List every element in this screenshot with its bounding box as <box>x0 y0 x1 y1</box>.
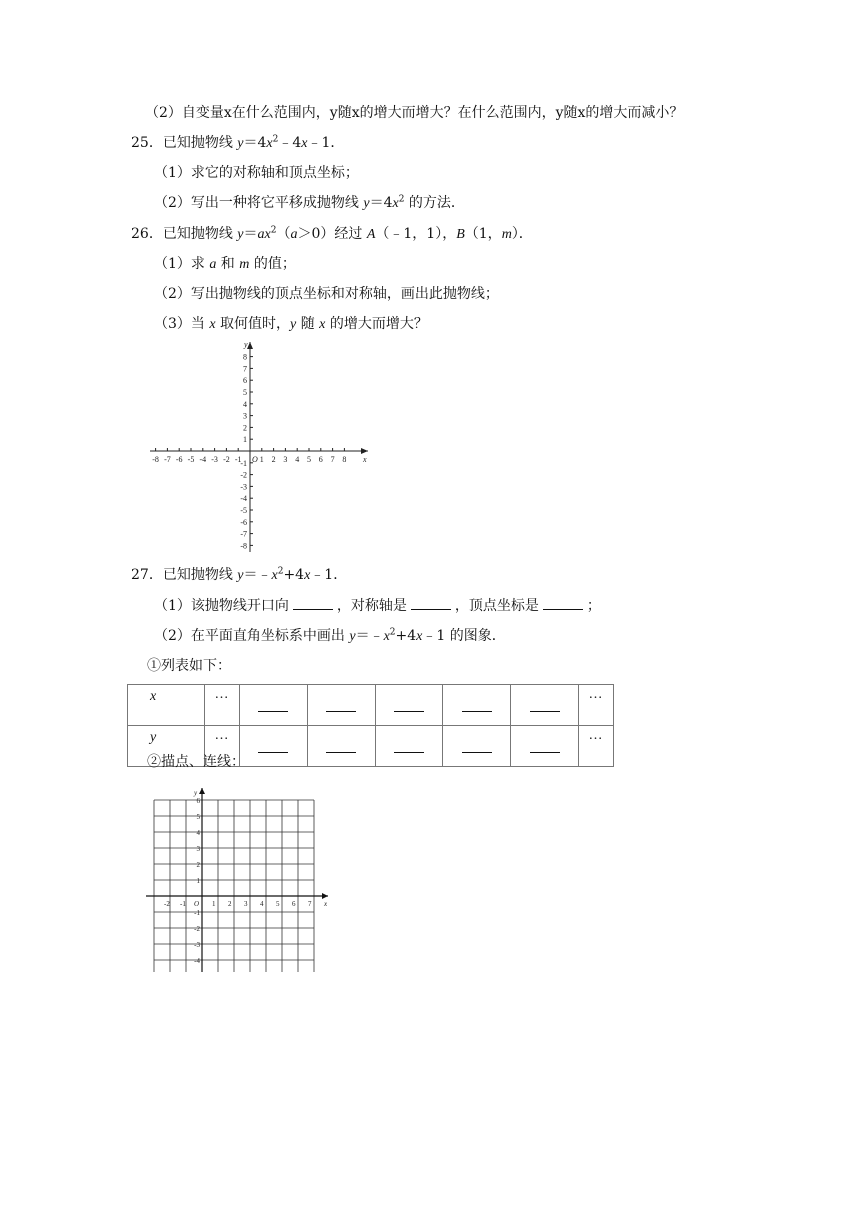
x-tick-label: 8 <box>342 455 347 464</box>
q26-var: ax <box>257 227 271 242</box>
q27-part2-var: x <box>383 629 390 644</box>
y-tick-label: 3 <box>196 845 200 853</box>
y-axis-label: y <box>194 789 198 797</box>
y-axis-arrow <box>247 342 253 349</box>
q26-part3-text: （3）当 <box>154 316 210 332</box>
q27-part2-var: y <box>349 629 356 644</box>
table-cell-blank[interactable] <box>307 685 375 726</box>
y-tick-label: -4 <box>194 957 200 965</box>
table-cell-blank[interactable] <box>443 726 511 767</box>
q27-part2-text: ＝﹣ <box>355 628 384 644</box>
q27-part2-text: （2）在平面直角坐标系中画出 <box>154 628 350 644</box>
x-tick-label: 2 <box>228 900 232 908</box>
q27-var: x <box>304 568 311 583</box>
q26-part2-text: （2）写出抛物线的顶点坐标和对称轴，画出此抛物线； <box>154 286 499 302</box>
q26-part1 <box>154 254 296 275</box>
q25-part2-var: y <box>363 196 370 211</box>
y-tick-label: 6 <box>243 376 247 386</box>
answer-blank-vertex[interactable] <box>543 597 583 610</box>
q27-stem <box>131 565 347 586</box>
step2-label: ②描点、连线： <box>147 754 245 770</box>
y-tick-label: -8 <box>240 541 247 551</box>
q25-part2-exp: 2 <box>398 194 405 205</box>
x-tick-label: -4 <box>199 455 207 464</box>
step1-label: ①列表如下： <box>147 658 231 674</box>
q26-part2 <box>154 284 499 304</box>
q26-part3-text: 的增大而增大？ <box>325 316 428 332</box>
q25-part2-text: ＝4 <box>369 195 393 211</box>
y-tick-label: 2 <box>243 423 247 433</box>
q26-part3-text: 随 <box>296 316 320 332</box>
q25-part2-text: （2）写出一种将它平移成抛物线 <box>154 195 364 211</box>
q27-step2 <box>147 752 245 772</box>
q26-part1-text: （1）求 <box>154 256 210 272</box>
table-cell-blank[interactable] <box>443 685 511 726</box>
x-tick-label: -2 <box>223 455 230 464</box>
table-cell-blank[interactable] <box>511 685 579 726</box>
q27-number: 27． <box>131 567 163 583</box>
table-cell-blank[interactable] <box>511 726 579 767</box>
q26-part1-text: 的值； <box>249 256 296 272</box>
q25-stem <box>131 133 344 154</box>
q26-text: （ <box>276 226 291 242</box>
q26-part3-var: y <box>290 317 297 332</box>
x-tick-label: 4 <box>295 455 300 464</box>
q26-point-a: A <box>366 227 376 242</box>
q26-part3-text: 取何值时， <box>215 316 291 332</box>
q25-exp: 2 <box>272 134 279 145</box>
q24-part2-text: （2）自变量x在什么范围内，y随x的增大而增大？在什么范围内，y随x的增大而减小？ <box>145 105 684 121</box>
y-tick-label: -4 <box>240 494 247 504</box>
table-row-x <box>128 685 614 726</box>
y-tick-label: -6 <box>240 517 247 527</box>
q26-part1-var: a <box>209 257 217 272</box>
y-tick-label: -3 <box>194 941 200 949</box>
y-tick-label: 3 <box>243 411 247 421</box>
q26-var: m <box>501 227 512 242</box>
table-ellipsis: … <box>205 685 240 726</box>
x-tick-label: -5 <box>187 455 195 464</box>
q27-part1-text: ，对称轴是 <box>336 598 407 614</box>
q27-var: y <box>237 568 244 583</box>
q26-part3 <box>154 314 428 335</box>
q25-part2-text: 的方法． <box>404 195 465 211</box>
q27-part1-text: ； <box>586 598 601 614</box>
y-tick-label: -7 <box>240 529 247 539</box>
q25-var: x <box>266 136 273 151</box>
table-cell-blank[interactable] <box>239 726 307 767</box>
q25-text: ﹣4 <box>278 135 302 151</box>
q25-text: ﹣1． <box>307 135 345 151</box>
q26-part1-text: 和 <box>216 256 240 272</box>
y-tick-label: -5 <box>240 506 247 515</box>
q25-var: y <box>237 136 244 151</box>
q26-text: ＝ <box>243 226 258 242</box>
y-tick-label: 1 <box>196 877 200 885</box>
x-axis-label: x <box>363 455 367 464</box>
q26-text: 已知抛物线 <box>162 226 238 242</box>
q25-part1 <box>154 163 359 183</box>
q26-text: ）． <box>511 226 533 242</box>
table-cell-blank[interactable] <box>307 726 375 767</box>
q24-part2 <box>145 103 683 123</box>
table-ellipsis: … <box>578 685 613 726</box>
x-axis-arrow <box>322 893 328 899</box>
q27-text: ﹣1． <box>310 567 348 583</box>
q26-var: y <box>237 227 244 242</box>
q25-var: x <box>301 136 308 151</box>
y-tick-label: 2 <box>196 861 200 869</box>
q27-text: ＝﹣ <box>243 567 272 583</box>
q27-part2-exp: 2 <box>389 627 396 638</box>
x-tick-label: 1 <box>212 900 216 908</box>
q26-stem <box>131 224 533 245</box>
q25-part2 <box>154 193 465 214</box>
x-tick-label: 3 <box>283 455 288 464</box>
y-tick-label: -2 <box>240 470 247 480</box>
q27-part2 <box>154 626 506 647</box>
table-cell-blank[interactable] <box>375 726 443 767</box>
y-tick-label: 8 <box>243 352 247 362</box>
table-header-y: y <box>128 726 205 767</box>
y-tick-label: 1 <box>243 435 247 445</box>
q26-number: 26． <box>131 226 163 242</box>
q27-text: 已知抛物线 <box>162 567 238 583</box>
q26-exp: 2 <box>270 225 277 236</box>
x-tick-label: 7 <box>308 900 312 908</box>
q26-coordinate-axes <box>140 338 380 558</box>
y-tick-label: 6 <box>196 797 200 805</box>
q27-coordinate-grid <box>140 782 340 972</box>
q26-point-b: B <box>456 227 465 242</box>
x-tick-label: -3 <box>211 455 218 464</box>
y-tick-label: 4 <box>196 829 200 837</box>
origin-label: O <box>194 900 200 908</box>
q27-part1-text: ，顶点坐标是 <box>454 598 539 614</box>
origin-label: O <box>252 455 258 464</box>
q25-text: ＝4 <box>243 135 267 151</box>
q25-part2-var: x <box>392 196 399 211</box>
x-tick-label: 3 <box>244 900 248 908</box>
x-tick-label: 6 <box>318 455 323 464</box>
x-tick-label: -7 <box>164 455 171 464</box>
x-tick-label: -8 <box>152 455 159 464</box>
x-tick-label: -1 <box>234 455 242 464</box>
x-axis-arrow <box>361 448 368 454</box>
x-tick-label: 7 <box>330 455 335 464</box>
x-axis-label: x <box>324 900 328 908</box>
x-tick-label: 2 <box>271 455 276 464</box>
table-cell-blank[interactable] <box>239 685 307 726</box>
q27-exp: 2 <box>277 566 284 577</box>
q27-part1-text: （1）该抛物线开口向 <box>154 598 289 614</box>
q26-text: （1， <box>464 226 502 242</box>
q27-part2-var: x <box>416 629 423 644</box>
answer-blank-axis[interactable] <box>411 597 451 610</box>
table-cell-blank[interactable] <box>375 685 443 726</box>
q25-number: 25． <box>131 135 163 151</box>
x-tick-label: 5 <box>276 900 280 908</box>
x-tick-label: -1 <box>180 900 186 908</box>
q27-part1 <box>154 596 601 616</box>
table-ellipsis: … <box>205 726 240 767</box>
y-tick-label: 5 <box>196 813 200 821</box>
y-tick-label: -1 <box>240 458 247 468</box>
y-tick-label: 4 <box>243 399 247 409</box>
x-tick-label: -2 <box>164 900 170 908</box>
q26-var: a <box>290 227 298 242</box>
q26-part3-var: x <box>209 317 216 332</box>
q26-text: （﹣1，1）， <box>375 226 457 242</box>
q26-part3-var: x <box>319 317 326 332</box>
q27-text: +4 <box>283 567 305 583</box>
y-axis-label: y <box>244 340 248 349</box>
q27-step1 <box>147 656 231 676</box>
x-tick-label: 4 <box>260 900 264 908</box>
x-tick-label: 1 <box>259 455 264 464</box>
x-tick-label: 6 <box>292 900 296 908</box>
y-axis-arrow <box>199 788 205 794</box>
q25-part1-text: （1）求它的对称轴和顶点坐标； <box>154 165 359 181</box>
answer-blank-opening[interactable] <box>293 597 333 610</box>
x-tick-label: 5 <box>307 455 311 464</box>
y-tick-label: -3 <box>240 482 247 492</box>
table-ellipsis: … <box>578 726 613 767</box>
y-tick-label: -2 <box>194 925 200 933</box>
x-tick-label: -6 <box>175 455 183 464</box>
q27-part2-text: ﹣1 的图象． <box>422 628 506 644</box>
q25-text: 已知抛物线 <box>162 135 238 151</box>
q26-part1-var: m <box>239 257 250 272</box>
q27-var: x <box>271 568 278 583</box>
q26-text: ＞0）经过 <box>297 226 367 242</box>
q27-part2-text: +4 <box>395 628 417 644</box>
y-tick-label: 7 <box>243 364 247 374</box>
y-tick-label: -1 <box>194 909 200 917</box>
table-header-x: x <box>128 685 205 726</box>
y-tick-label: 5 <box>243 388 247 397</box>
